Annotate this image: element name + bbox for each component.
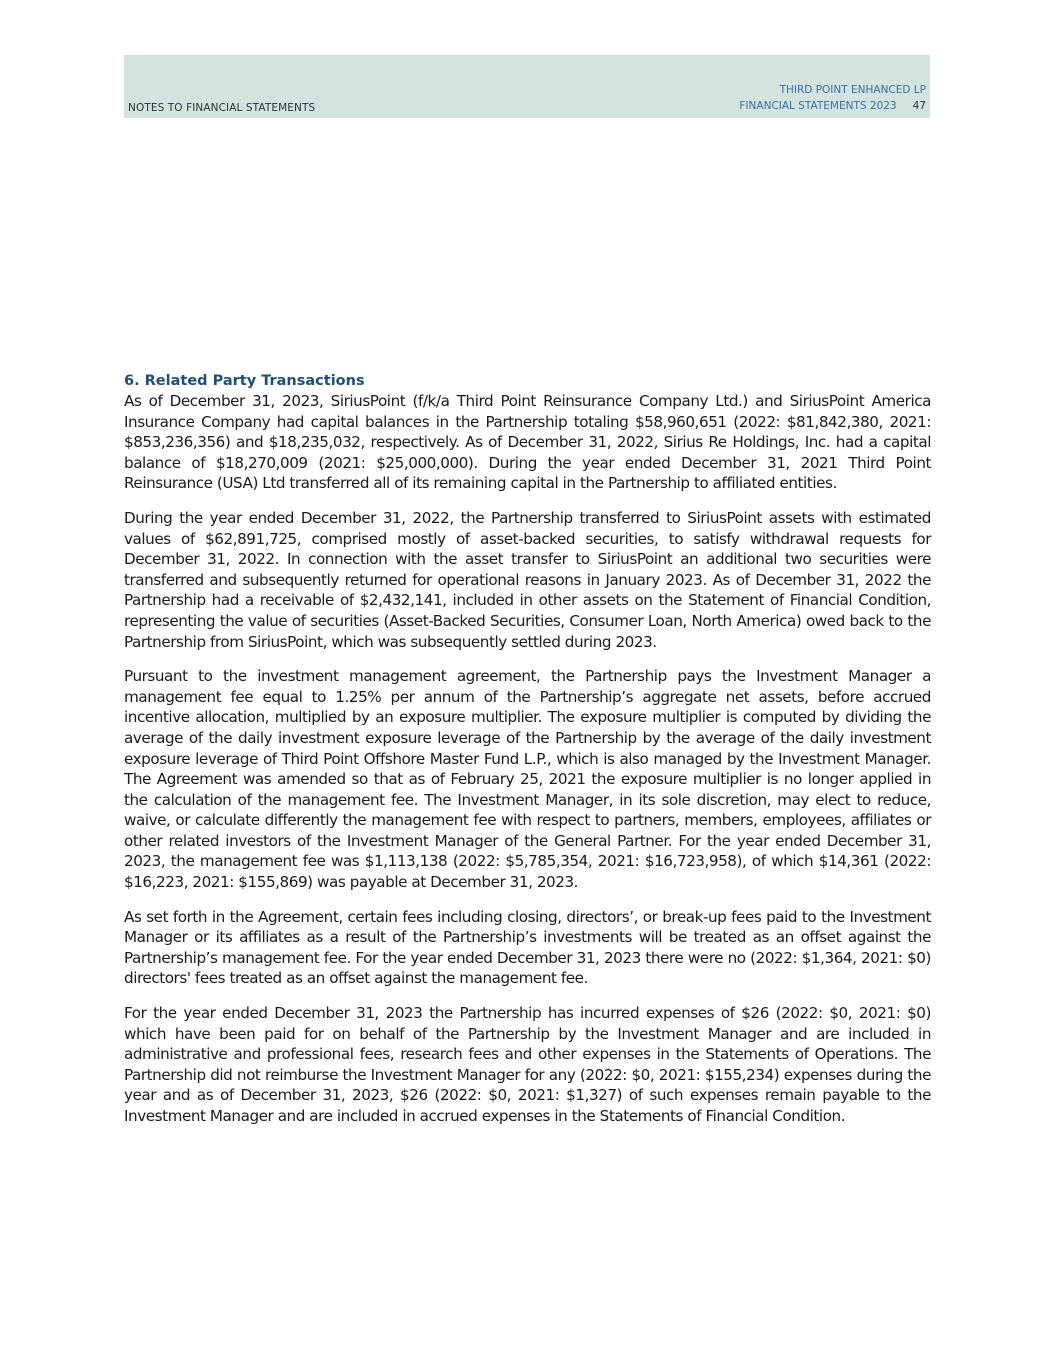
page-header: [124, 55, 930, 118]
header-right-block: [739, 82, 926, 114]
paragraph-capital-balances: As of December 31, 2023, SiriusPoint (f/k/a Third Point Reinsurance Company Ltd.) and SiriusPoint America Insurance Company had capital balances in the Partnership totaling $58,960,651 (2022: $81,842,380, 2021: $853,236,356) and $18,235,032, respectively. As of December 31, 2022, Sirius Re Holdings, Inc. had a capital balance of $18,270,009 (2021: $25,000,000). During the year ended December 31, 2021 Third Point Reinsurance (USA) Ltd transferred all of its remaining capital in the Partnership to affiliated entities.: [124, 392, 931, 493]
section-title: 6. Related Party Transactions: [124, 373, 365, 389]
header-company-name: THIRD POINT ENHANCED LP: [779, 84, 926, 96]
page-number: 47: [912, 100, 926, 112]
note-content: [124, 372, 931, 1141]
header-section-label: NOTES TO FINANCIAL STATEMENTS: [128, 102, 316, 114]
header-document-title: FINANCIAL STATEMENTS 2023: [739, 100, 897, 112]
header-document-row: [739, 98, 926, 114]
paragraph-fee-offset: As set forth in the Agreement, certain fees including closing, directors’, or break-up fees paid to the Investment Manager or its affiliates as a result of the Partnership’s investments will be treated as an offset against the Partnership’s management fee. For the year ended December 31, 2023 there were no (2022: $1,364, 2021: $0) directors' fees treated as an offset against the management fee.: [124, 907, 931, 988]
paragraph-management-fee: Pursuant to the investment management agreement, the Partnership pays the Investment Manager a management fee equal to 1.25% per annum of the Partnership’s aggregate net assets, before accrued incentive allocation, multiplied by an exposure multiplier. The exposure multiplier is computed by dividing the average of the daily investment exposure leverage of the Partnership by the average of the daily investment exposure leverage of Third Point Offshore Master Fund L.P., which is also managed by the Investment Manager. The Agreement was amended so that as of February 25, 2021 the exposure multiplier is no longer applied in the calculation of the management fee. The Investment Manager, in its sole discretion, may elect to reduce, waive, or calculate differently the management fee with respect to partners, members, employees, affiliates or other related investors of the Investment Manager of the General Partner. For the year ended December 31, 2023, the management fee was $1,113,138 (2022: $5,785,354, 2021: $16,723,958), of which $14,361 (2022: $16,223, 2021: $155,869) was payable at December 31, 2023.: [124, 667, 931, 892]
paragraph-expenses: For the year ended December 31, 2023 the Partnership has incurred expenses of $26 (2022: $0, 2021: $0) which have been paid for on behalf of the Partnership by the Investment Manager and are included in administrative and professional fees, research fees and other expenses in the Statements of Operations. The Partnership did not reimburse the Investment Manager for any (2022: $0, 2021: $155,234) expenses during the year and as of December 31, 2023, $26 (2022: $0, 2021: $1,327) of such expenses remain payable to the Investment Manager and are included in accrued expenses in the Statements of Financial Condition.: [124, 1004, 931, 1125]
paragraph-asset-transfer: During the year ended December 31, 2022, the Partnership transferred to SiriusPoint assets with estimated values of $62,891,725, comprised mostly of asset-backed securities, to satisfy withdrawal requests for December 31, 2022. In connection with the asset transfer to SiriusPoint an additional two securities were transferred and subsequently returned for operational reasons in January 2023. As of December 31, 2022 the Partnership had a receivable of $2,432,141, included in other assets on the Statement of Financial Condition, representing the value of securities (Asset-Backed Securities, Consumer Loan, North America) owed back to the Partnership from SiriusPoint, which was subsequently settled during 2023.: [124, 508, 931, 651]
